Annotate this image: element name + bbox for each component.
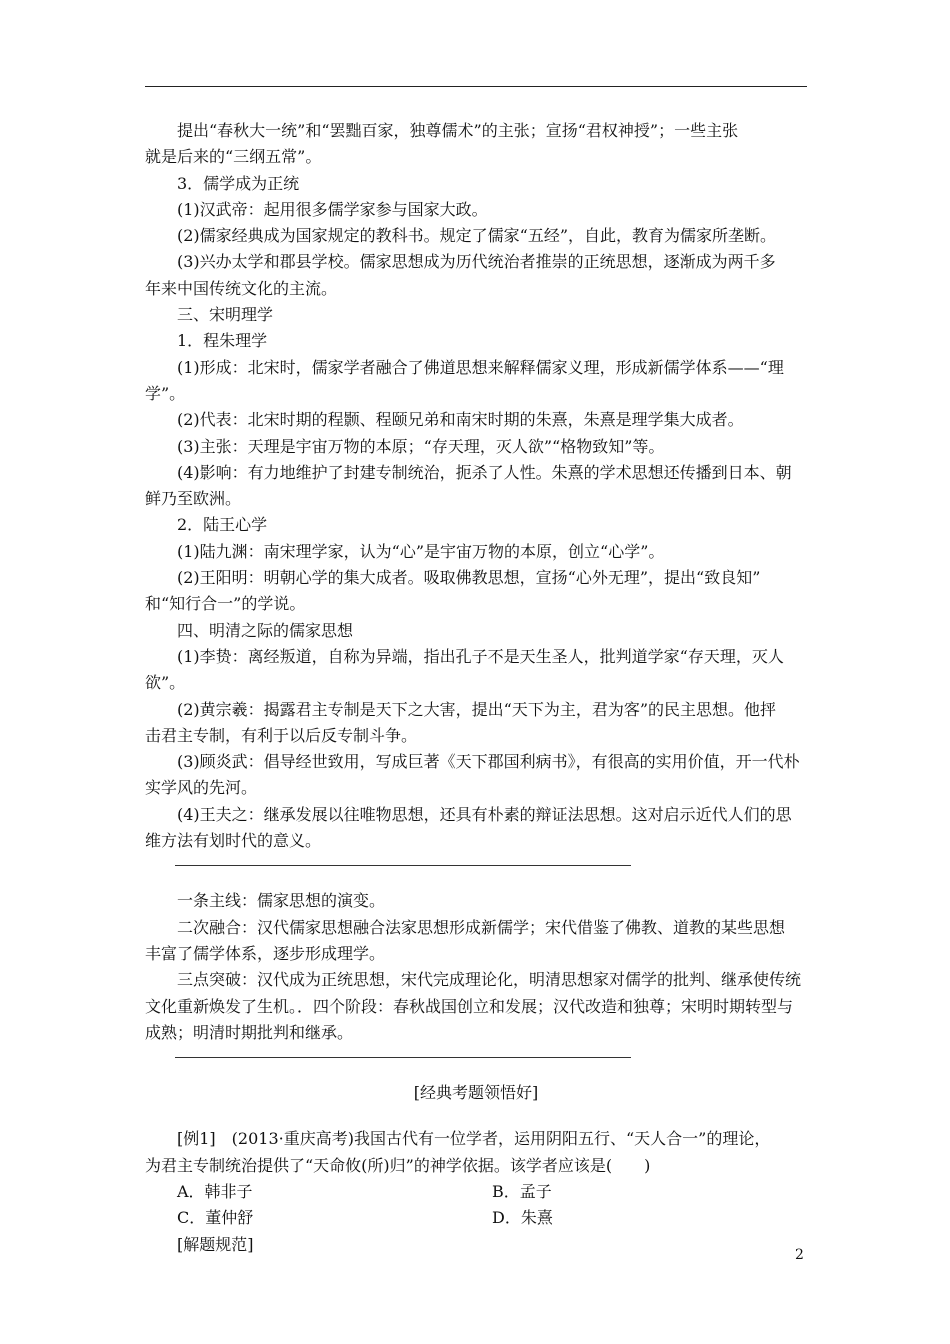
answer-options-row — [145, 1205, 807, 1231]
text-line: 提出“春秋大一统”和“罢黜百家，独尊儒术”的主张；宣扬“君权神授”；一些主张 — [177, 121, 739, 140]
separator-line — [145, 854, 807, 888]
page-content — [145, 118, 807, 1258]
answer-options-row — [145, 1179, 807, 1205]
summary-line: 文化重新焕发了生机。．四个阶段：春秋战国创立和发展；汉代改造和独尊；宋明时期转型与 — [145, 996, 794, 1016]
option-a[interactable]: A．韩非子 — [177, 1181, 253, 1201]
section-heading: 四、明清之际的儒家思想 — [177, 620, 354, 640]
summary-line: 丰富了儒学体系，逐步形成理学。 — [145, 943, 386, 963]
summary-line: 三点突破：汉代成为正统思想，宋代完成理论化，明清思想家对儒学的批判、继承使传统 — [177, 970, 802, 990]
text-line: 学”。 — [145, 383, 186, 403]
option-c[interactable]: C．董仲舒 — [177, 1208, 254, 1228]
subheading: 3．儒学成为正统 — [177, 173, 300, 193]
text-line: (3)兴办太学和郡县学校。儒家思想成为历代统治者推崇的正统思想，逐渐成为两千多 — [177, 252, 776, 272]
subheading: 2．陆王心学 — [177, 515, 268, 535]
text-line: (3)主张：天理是宇宙万物的本原；“存天理，灭人欲”“格物致知”等。 — [177, 436, 665, 456]
text-line: (1)形成：北宋时，儒家学者融合了佛道思想来解释儒家义理，形成新儒学体系——“理 — [177, 357, 784, 377]
subheading: 1．程朱理学 — [177, 331, 268, 351]
text-line: 实学风的先河。 — [145, 778, 258, 798]
header-rule — [145, 86, 807, 87]
summary-line: 二次融合：汉代儒家思想融合法家思想形成新儒学；宋代借鉴了佛教、道教的某些思想 — [177, 917, 786, 937]
text-line: (4)王夫之：继承发展以往唯物思想，还具有朴素的辩证法思想。这对启示近代人们的思 — [177, 804, 792, 824]
text-line: 就是后来的“三纲五常”。 — [145, 147, 322, 167]
text-line: 鲜乃至欧洲。 — [145, 489, 242, 509]
summary-line: 成熟；明清时期批判和继承。 — [145, 1022, 354, 1042]
exam-heading: [经典考题领悟好] — [413, 1083, 539, 1103]
text-line: (1)汉武帝：起用很多儒学家参与国家大政。 — [177, 199, 488, 219]
summary-line: 一条主线：儒家思想的演变。 — [177, 891, 386, 911]
text-line: (2)代表：北宋时期的程颢、程颐兄弟和南宋时期的朱熹，朱熹是理学集大成者。 — [177, 410, 744, 430]
option-d[interactable]: D．朱熹 — [492, 1208, 553, 1228]
text-line: 欲”。 — [145, 673, 186, 693]
text-line: (1)陆九渊：南宋理学家，认为“心”是宇宙万物的本原，创立“心学”。 — [177, 541, 665, 561]
text-line: (2)黄宗羲：揭露君主专制是天下之大害，提出“天下为主，君为客”的民主思想。他抨 — [177, 699, 777, 719]
text-line: 和“知行合一”的学说。 — [145, 594, 306, 614]
question-line: 为君主专制统治提供了“天命攸(所)归”的神学依据。该学者应该是( ) — [145, 1155, 651, 1175]
section-heading: 三、宋明理学 — [177, 305, 274, 325]
solution-label: [解题规范] — [177, 1234, 254, 1254]
question-line: [例1] (2013·重庆高考)我国古代有一位学者，运用阴阳五行、“天人合一”的理论， — [177, 1129, 771, 1149]
text-line: (2)儒家经典成为国家规定的教科书。规定了儒家“五经”，自此，教育为儒家所垄断。 — [177, 226, 777, 246]
text-line: (3)顾炎武：倡导经世致用，写成巨著《天下郡国利病书》，有很高的实用价值，开一代朴 — [177, 752, 800, 772]
text-line: 击君主专制，有利于以后反专制斗争。 — [145, 725, 418, 745]
separator-line — [145, 1046, 807, 1080]
page-number: 2 — [795, 1247, 804, 1263]
option-b[interactable]: B．孟子 — [492, 1181, 552, 1201]
text-line: 年来中国传统文化的主流。 — [145, 278, 338, 298]
text-line: (1)李贽：离经叛道，自称为异端，指出孔子不是天生圣人，批判道学家“存天理，灭人 — [177, 646, 784, 666]
text-line: (4)影响：有力地维护了封建专制统治，扼杀了人性。朱熹的学术思想还传播到日本、朝 — [177, 462, 792, 482]
text-line: 维方法有划时代的意义。 — [145, 831, 322, 851]
text-line: (2)王阳明：明朝心学的集大成者。吸取佛教思想，宣扬“心外无理”，提出“致良知” — [177, 568, 761, 588]
